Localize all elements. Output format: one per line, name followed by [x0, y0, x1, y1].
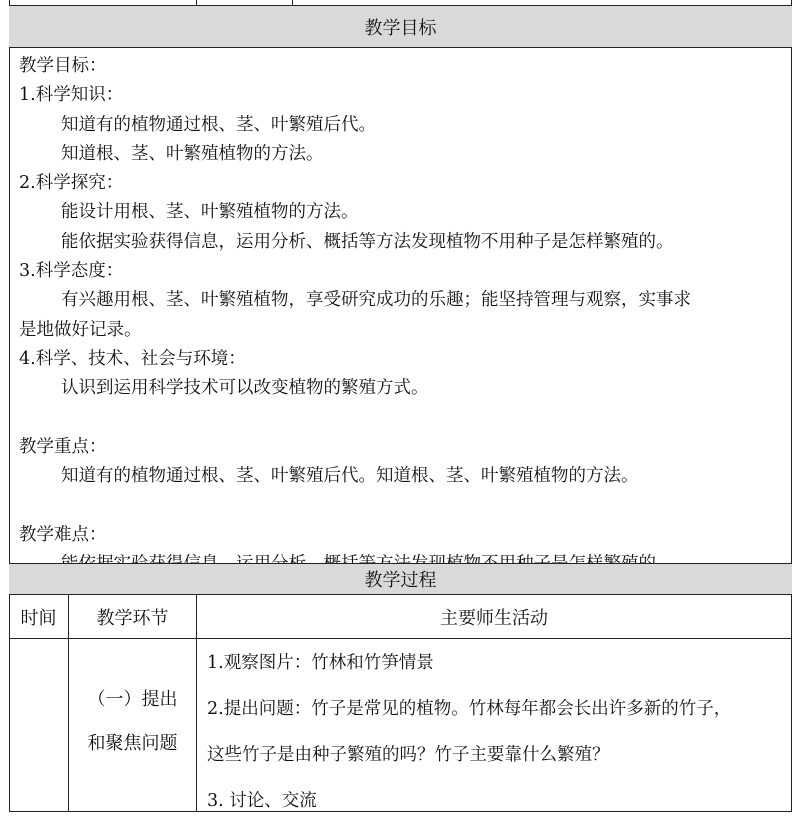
sts-label: 4.科学、技术、社会与环境：: [19, 348, 246, 369]
knowledge-item: 知道根、茎、叶繁殖植物的方法。: [61, 143, 324, 164]
section-process-title: 教学过程: [364, 570, 437, 591]
table-row-stage: [69, 648, 196, 794]
knowledge-item: 知道有的植物通过根、茎、叶繁殖后代。: [61, 114, 376, 135]
attitude-line-1: 有兴趣用根、茎、叶繁殖植物，享受研究成功的乐趣；能坚持管理与观察，实事求: [61, 290, 691, 311]
col-header-activities: [197, 595, 791, 638]
key-points-item: 知道有的植物通过根、茎、叶繁殖后代。知道根、茎、叶繁殖植物的方法。: [61, 466, 639, 487]
attitude-label: 3.科学态度：: [19, 261, 124, 282]
inquiry-item: 能依据实验获得信息，运用分析、概括等方法发现植物不用种子是怎样繁殖的。: [61, 231, 674, 252]
activity-line: 3. 讨论、交流: [207, 791, 317, 811]
section-goals-title: 教学目标: [364, 17, 437, 39]
activity-line: 2.提出问题：竹子是常见的植物。竹林每年都会长出许多新的竹子，: [207, 699, 732, 719]
goals-heading: 教学目标：: [19, 56, 107, 76]
col-header-stage: [69, 595, 196, 638]
section-process-header: [9, 564, 792, 594]
stage-line-2: 和聚焦问题: [87, 733, 178, 754]
col-header-rule: [9, 638, 792, 639]
activity-line: 这些竹子是由种子繁殖的吗？竹子主要靠什么繁殖？: [207, 745, 610, 765]
inquiry-item: 能设计用根、茎、叶繁殖植物的方法。: [61, 202, 359, 223]
spacer: [19, 491, 782, 520]
col-header-stage-label: 教学环节: [96, 607, 169, 629]
col-header-activities-label: 主要师生活动: [440, 607, 548, 629]
spacer: [19, 404, 782, 433]
knowledge-label: 1.科学知识：: [19, 85, 124, 106]
difficult-points-label: 教学难点：: [19, 524, 107, 545]
col-header-time-label: 时间: [20, 607, 57, 629]
bottom-rule: [9, 811, 792, 812]
attitude-line-2: 是地做好记录。: [19, 319, 142, 340]
key-points-label: 教学重点：: [19, 436, 107, 457]
sts-item: 认识到运用科学技术可以改变植物的繁殖方式。: [61, 378, 429, 399]
col-divider-2: [196, 595, 197, 812]
stage-line-1: （一）提出: [87, 689, 178, 710]
goals-content: [9, 48, 792, 563]
inquiry-label: 2.科学探究：: [19, 173, 124, 194]
activity-line: 1.观察图片：竹林和竹笋情景: [207, 653, 434, 673]
section-goals-header: [9, 6, 792, 47]
lesson-plan-page: [9, 0, 792, 812]
col-header-time: [9, 595, 68, 638]
table-row-activities: [207, 640, 791, 824]
